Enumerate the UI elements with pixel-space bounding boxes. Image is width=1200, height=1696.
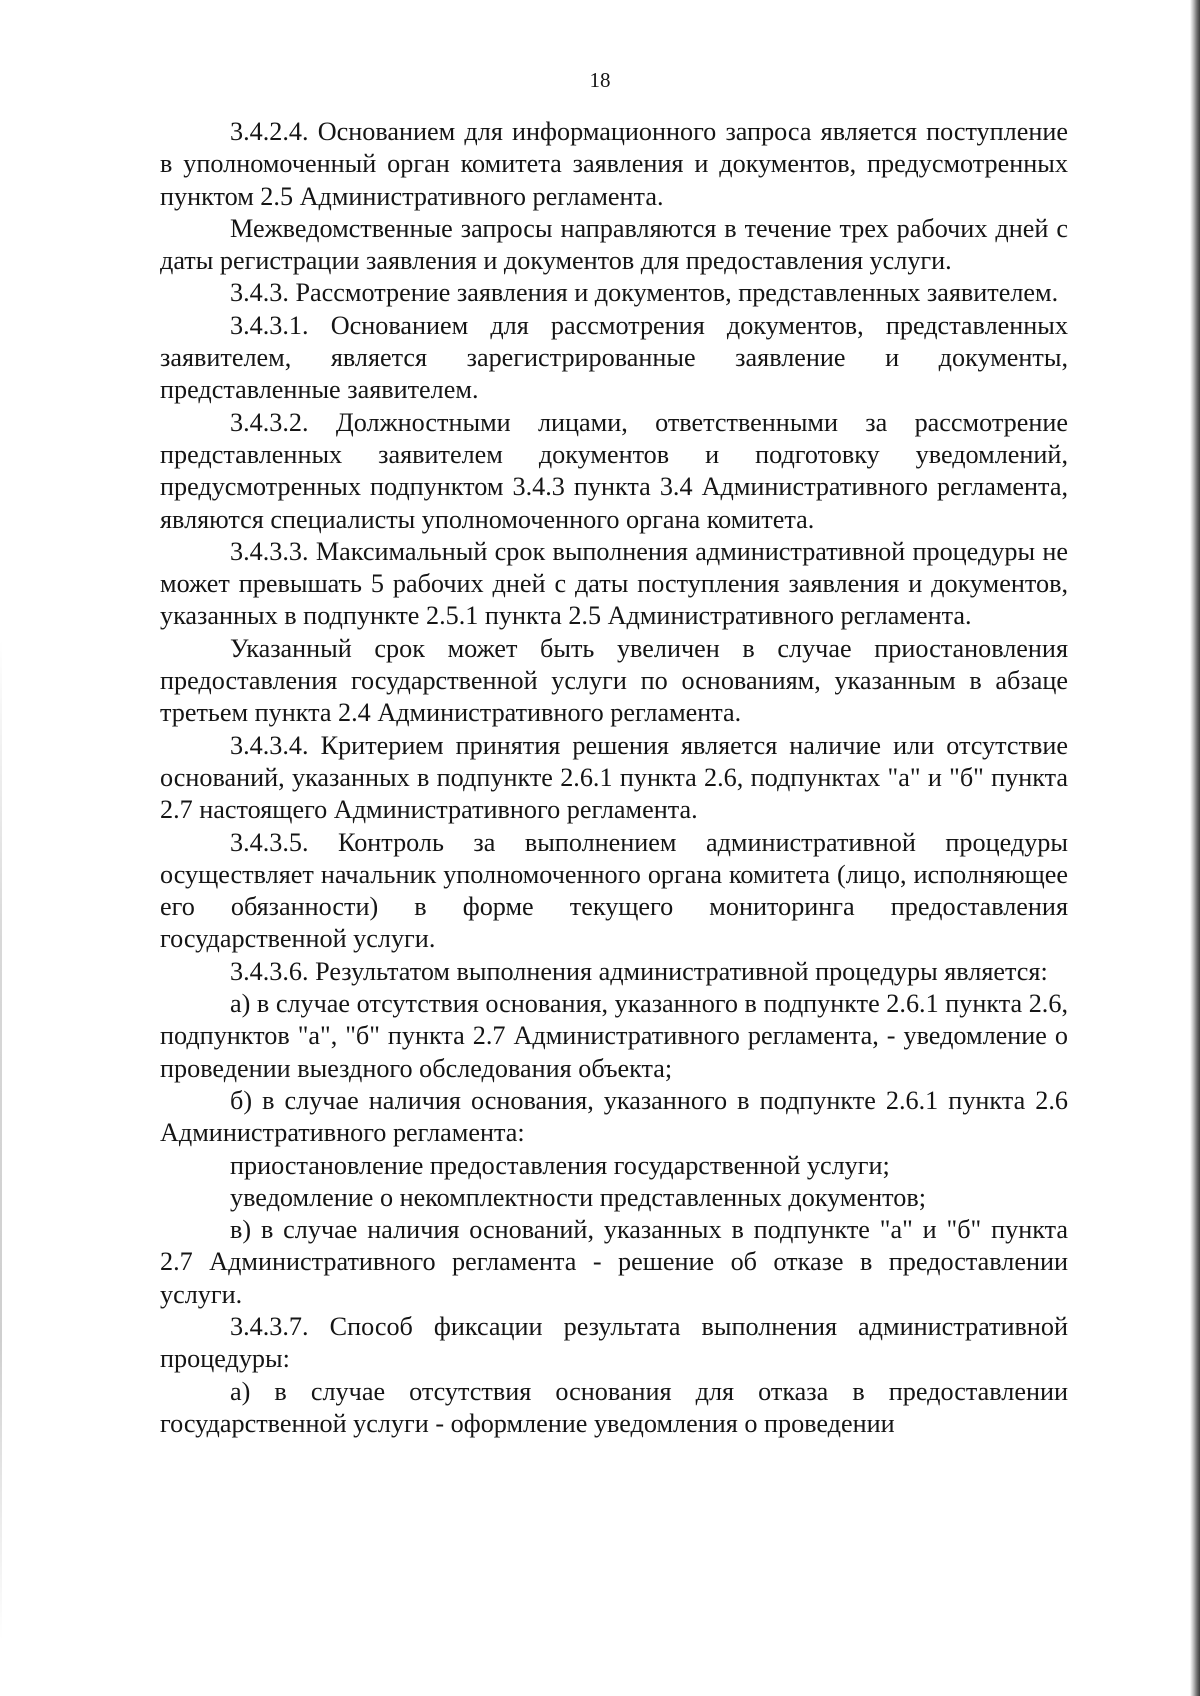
paragraph-3-4-3-1: 3.4.3.1. Основанием для рассмотрения документов, представленных заявителем, является зарегистрированные заявление и документы, представленные заявителем. — [160, 310, 1068, 405]
paragraph-result-c: в) в случае наличия оснований, указанных в подпункте "а" и "б" пункта 2.7 Административного регламента - решение об отказе в предоставлении услуги. — [160, 1215, 1068, 1309]
page-number: 18 — [589, 68, 611, 92]
paragraph-result-b-incomplete: уведомление о некомплектности представленных документов; — [230, 1182, 926, 1212]
paragraph-3-4-3-7: 3.4.3.7. Способ фиксации результата выполнения административной процедуры: — [160, 1311, 1068, 1374]
paragraph-result-b-suspension: приостановление предоставления государственной услуги; — [230, 1150, 890, 1180]
paragraph-3-4-3-6: 3.4.3.6. Результатом выполнения административной процедуры является: — [230, 956, 1048, 986]
paragraph-3-4-3: 3.4.3. Рассмотрение заявления и документов, представленных заявителем. — [230, 278, 1059, 308]
scan-edge-shadow — [1190, 0, 1200, 1696]
document-body — [160, 116, 1068, 1440]
paragraph-interagency-requests: Межведомственные запросы направляются в течение трех рабочих дней с даты регистрации заявления и документов для предоставления услуги. — [160, 213, 1068, 276]
paragraph-3-4-3-3: 3.4.3.3. Максимальный срок выполнения административной процедуры не может превышать 5 рабочих дней с даты поступления заявления и документов, указанных в подпункте 2.5.1 пункта 2.5 Административного регламента. — [160, 536, 1068, 631]
paragraph-result-a: а) в случае отсутствия основания, указанного в подпункте 2.6.1 пункта 2.6, подпунктов "а", "б" пункта 2.7 Административного регламента, - уведомление о проведении выездного обследования объекта; — [160, 989, 1068, 1083]
paragraph-fixation-a: а) в случае отсутствия основания для отказа в предоставлении государственной услуги - оформление уведомления о проведении — [160, 1376, 1068, 1438]
paragraph-term-extension: Указанный срок может быть увеличен в случае приостановления предоставления государственной услуги по основаниям, указанным в абзаце третьем пункта 2.4 Административного регламента. — [160, 633, 1068, 728]
scan-left-edge — [0, 640, 2, 1640]
paragraph-3-4-3-2: 3.4.3.2. Должностными лицами, ответственными за рассмотрение представленных заявителем документов и подготовку уведомлений, предусмотренных подпунктом 3.4.3 пункта 3.4 Административного регламента, являются специалисты уполномоченного органа комитета. — [160, 407, 1068, 534]
paragraph-result-b: б) в случае наличия основания, указанного в подпункте 2.6.1 пункта 2.6 Административного регламента: — [160, 1085, 1068, 1148]
paragraph-3-4-3-5: 3.4.3.5. Контроль за выполнением административной процедуры осуществляет начальник уполномоченного органа комитета (лицо, исполняющее его обязанности) в форме текущего мониторинга предоставления государственной услуги. — [160, 827, 1068, 954]
paragraph-3-4-2-4: 3.4.2.4. Основанием для информационного запроса является поступление в уполномоченный орган комитета заявления и документов, предусмотренных пунктом 2.5 Административного регламента. — [160, 117, 1068, 211]
paragraph-3-4-3-4: 3.4.3.4. Критерием принятия решения является наличие или отсутствие оснований, указанных в подпункте 2.6.1 пункта 2.6, подпунктах "а" и "б" пункта 2.7 настоящего Административного регламента. — [160, 730, 1068, 825]
